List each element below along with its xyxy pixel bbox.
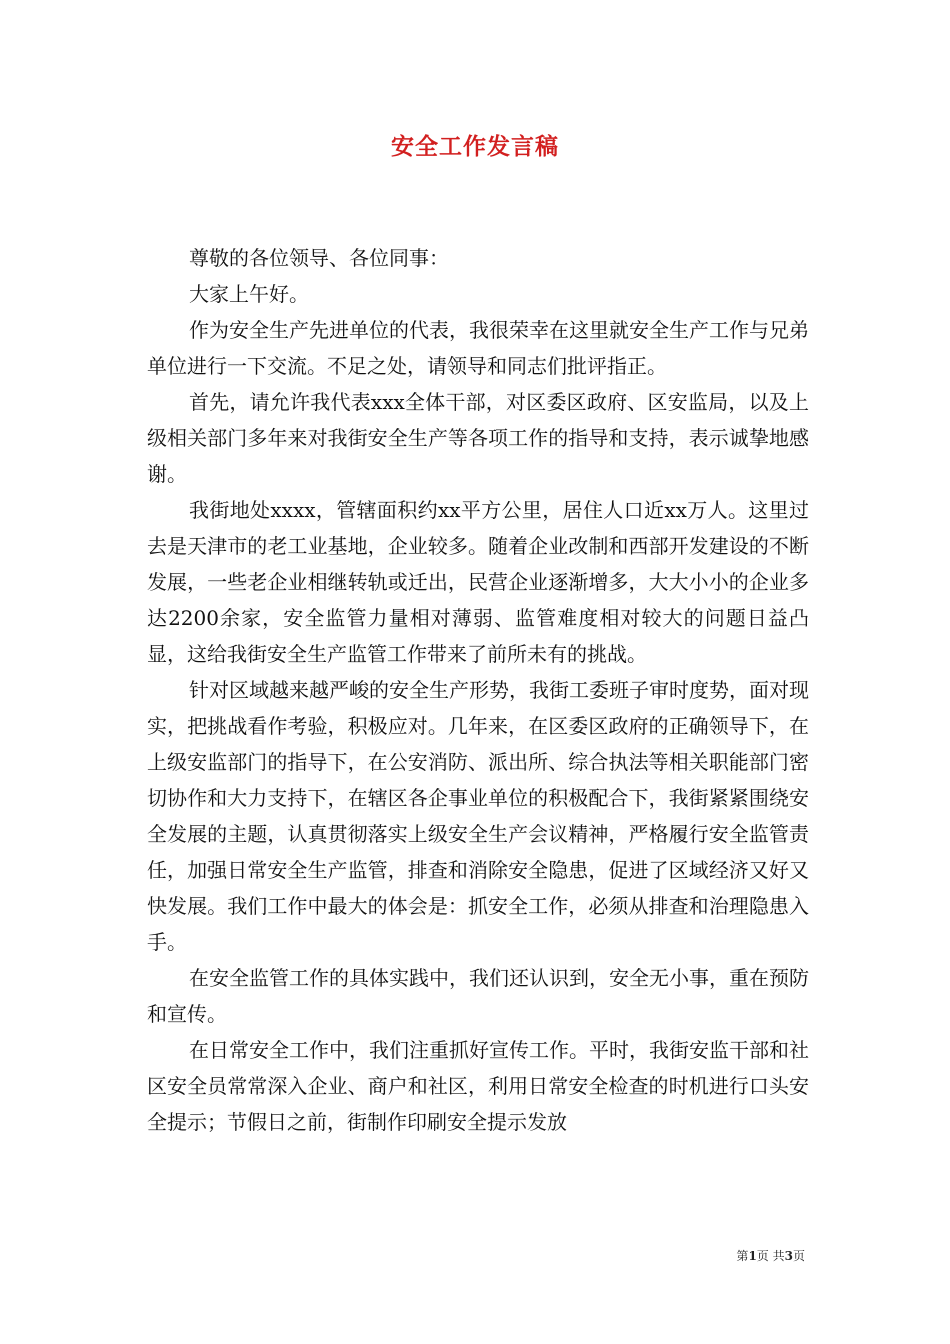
paragraph: 我街地处xxxx，管辖面积约xx平方公里，居住人口近xx万人。这里过去是天津市的老工业基地，企业较多。随着企业改制和西部开发建设的不断发展，一些老企业相继转轨或迁出，民营企业逐渐增多，大大小小的企业多达2200余家，安全监管力量相对薄弱、监管难度相对较大的问题日益凸显，这给我街安全生产监管工作带来了前所未有的挑战。 — [147, 498, 809, 666]
paragraph: 首先，请允许我代表xxx全体干部，对区委区政府、区安监局，以及上级相关部门多年来对我街安全生产等各项工作的指导和支持，表示诚挚地感谢。 — [147, 390, 809, 486]
footer-middle: 页 共 — [756, 1249, 785, 1263]
document-title: 安全工作发言稿 — [391, 133, 559, 160]
paragraph: 在安全监管工作的具体实践中，我们还认识到，安全无小事，重在预防和宣传。 — [147, 966, 809, 1026]
paragraph: 针对区域越来越严峻的安全生产形势，我街工委班子审时度势，面对现实，把挑战看作考验，积极应对。几年来，在区委区政府的正确领导下，在上级安监部门的指导下，在公安消防、派出所、综合执法等相关职能部门密切协作和大力支持下，在辖区各企事业单位的积极配合下，我街紧紧围绕安全发展的主题，认真贯彻落实上级安全生产会议精神，严格履行安全监管责任，加强日常安全生产监管，排查和消除安全隐患，促进了区域经济又好又快发展。我们工作中最大的体会是：抓安全工作，必须从排查和治理隐患入手。 — [147, 678, 809, 954]
document-body — [147, 240, 809, 1140]
total-page-count: 3 — [784, 1249, 793, 1263]
paragraph-salutation: 大家上午好。 — [189, 282, 309, 306]
footer-suffix: 页 — [792, 1249, 805, 1263]
paragraph-greeting: 尊敬的各位领导、各位同事： — [189, 246, 449, 270]
footer-prefix: 第 — [736, 1249, 749, 1263]
page-number-footer — [736, 1247, 805, 1264]
current-page-number: 1 — [748, 1249, 757, 1263]
paragraph: 作为安全生产先进单位的代表，我很荣幸在这里就安全生产工作与兄弟单位进行一下交流。不足之处，请领导和同志们批评指正。 — [147, 318, 809, 378]
paragraph: 在日常安全工作中，我们注重抓好宣传工作。平时，我街安监干部和社区安全员常常深入企业、商户和社区，利用日常安全检查的时机进行口头安全提示；节假日之前，街制作印刷安全提示发放 — [147, 1038, 809, 1134]
